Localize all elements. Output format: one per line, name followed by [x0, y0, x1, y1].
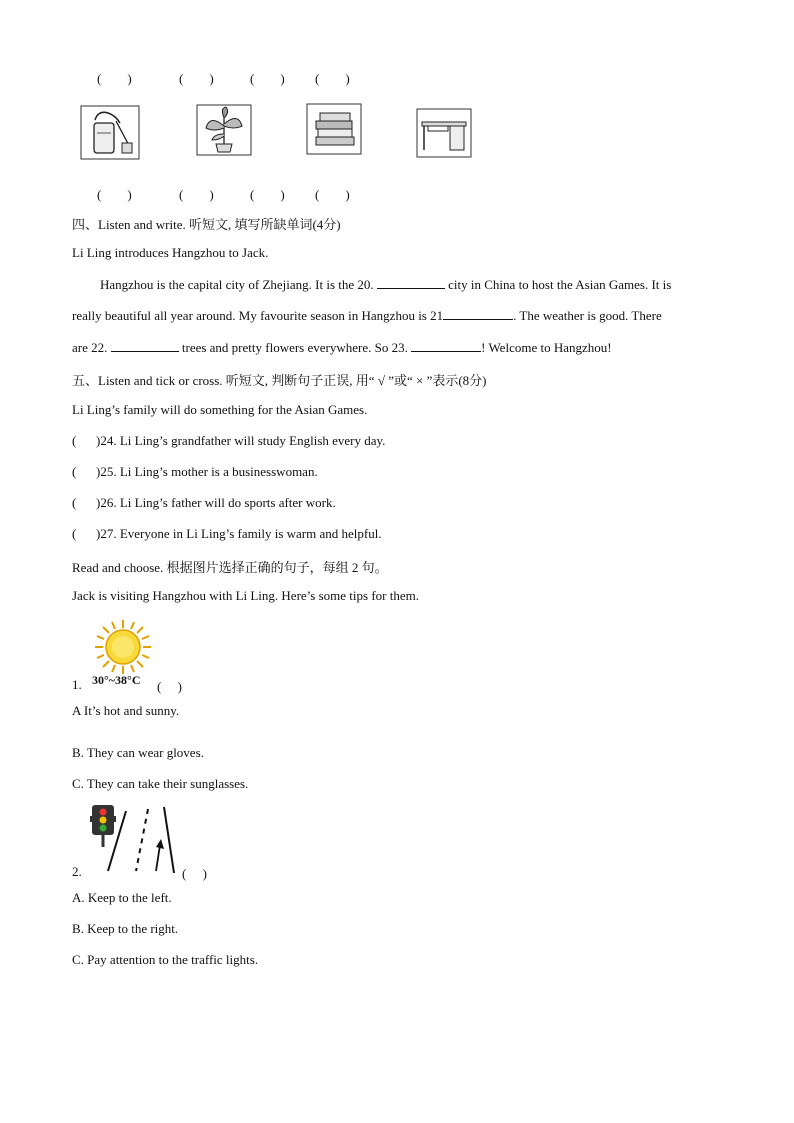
answer-paren-top-2[interactable]: ( )	[179, 71, 214, 86]
read-intro: Jack is visiting Hangzhou with Li Ling. Here’s some tips for them.	[72, 588, 419, 603]
section4-line1-b: city in China to host the Asian Games. It is	[448, 277, 672, 292]
q1-number: 1.	[72, 677, 82, 692]
bag-icon	[80, 105, 140, 160]
list-item	[72, 433, 385, 449]
section4-line2-a: really beautiful all year around. My favourite season in Hangzhou is 21	[72, 308, 444, 323]
answer-box-25[interactable]: (	[72, 464, 77, 479]
answer-paren-bottom-1[interactable]: ( )	[97, 187, 132, 202]
answer-paren-top-1[interactable]: ( )	[97, 71, 132, 86]
section4-line2-b: . The weather is good. There	[513, 308, 662, 323]
answer-box-24[interactable]: (	[72, 433, 77, 448]
q2-number: 2.	[72, 864, 82, 879]
item-24-text: )24. Li Ling’s grandfather will study English every day.	[96, 433, 386, 448]
q1-temperature: 30°~38°C	[92, 673, 141, 687]
q1-answer-paren[interactable]: ( )	[157, 679, 182, 694]
item-27-text: )27. Everyone in Li Ling’s family is warm and helpful.	[96, 526, 382, 541]
desk-icon	[416, 108, 472, 158]
section4-line2	[72, 307, 662, 324]
answer-paren-bottom-3[interactable]: ( )	[250, 187, 285, 202]
list-item	[72, 495, 336, 511]
list-item	[72, 526, 382, 542]
blank-21[interactable]	[443, 307, 513, 320]
sun-icon	[94, 619, 152, 675]
blank-20[interactable]	[377, 276, 445, 289]
traffic-light-road-icon	[90, 803, 180, 875]
q2-option-b: B. Keep to the right.	[72, 921, 179, 936]
q1-option-b: B. They can wear gloves.	[72, 745, 204, 760]
potted-plant-icon	[196, 104, 252, 156]
answer-paren-top-4[interactable]: ( )	[315, 71, 350, 86]
blank-22[interactable]	[111, 339, 179, 352]
answer-paren-bottom-4[interactable]: ( )	[315, 187, 350, 202]
q2-option-c: C. Pay attention to the traffic lights.	[72, 952, 259, 967]
section4-line3	[72, 339, 612, 356]
section4-intro: Li Ling introduces Hangzhou to Jack.	[72, 245, 269, 260]
section4-line3-c: ! Welcome to Hangzhou!	[481, 340, 612, 355]
section4-heading: 四、Listen and write. 听短文, 填写所缺单词(4分)	[72, 217, 341, 232]
answer-box-27[interactable]: (	[72, 526, 77, 541]
q2-answer-paren[interactable]: ( )	[182, 866, 207, 881]
section4-line3-a: are 22.	[72, 340, 108, 355]
q1-option-a: A It’s hot and sunny.	[72, 703, 180, 718]
answer-paren-top-3[interactable]: ( )	[250, 71, 285, 86]
section4-line3-b: trees and pretty flowers everywhere. So 23.	[181, 340, 408, 355]
section4-line1-a: Hangzhou is the capital city of Zhejiang. It is the 20.	[100, 277, 374, 292]
section5-intro: Li Ling’s family will do something for the Asian Games.	[72, 402, 368, 417]
read-heading: Read and choose. 根据图片选择正确的句子，每组 2 句。	[72, 560, 388, 575]
list-item	[72, 464, 318, 480]
answer-box-26[interactable]: (	[72, 495, 77, 510]
item-26-text: )26. Li Ling’s father will do sports after work.	[96, 495, 336, 510]
item-25-text: )25. Li Ling’s mother is a businesswoman.	[96, 464, 318, 479]
books-icon	[306, 103, 362, 155]
section5-heading: 五、Listen and tick or cross. 听短文, 判断句子正误, 用“ √ ”或“ × ”表示(8分)	[72, 373, 487, 388]
answer-paren-bottom-2[interactable]: ( )	[179, 187, 214, 202]
q2-option-a: A. Keep to the left.	[72, 890, 172, 905]
section4-line1	[100, 276, 671, 293]
q1-option-c: C. They can take their sunglasses.	[72, 776, 249, 791]
blank-23[interactable]	[411, 339, 481, 352]
